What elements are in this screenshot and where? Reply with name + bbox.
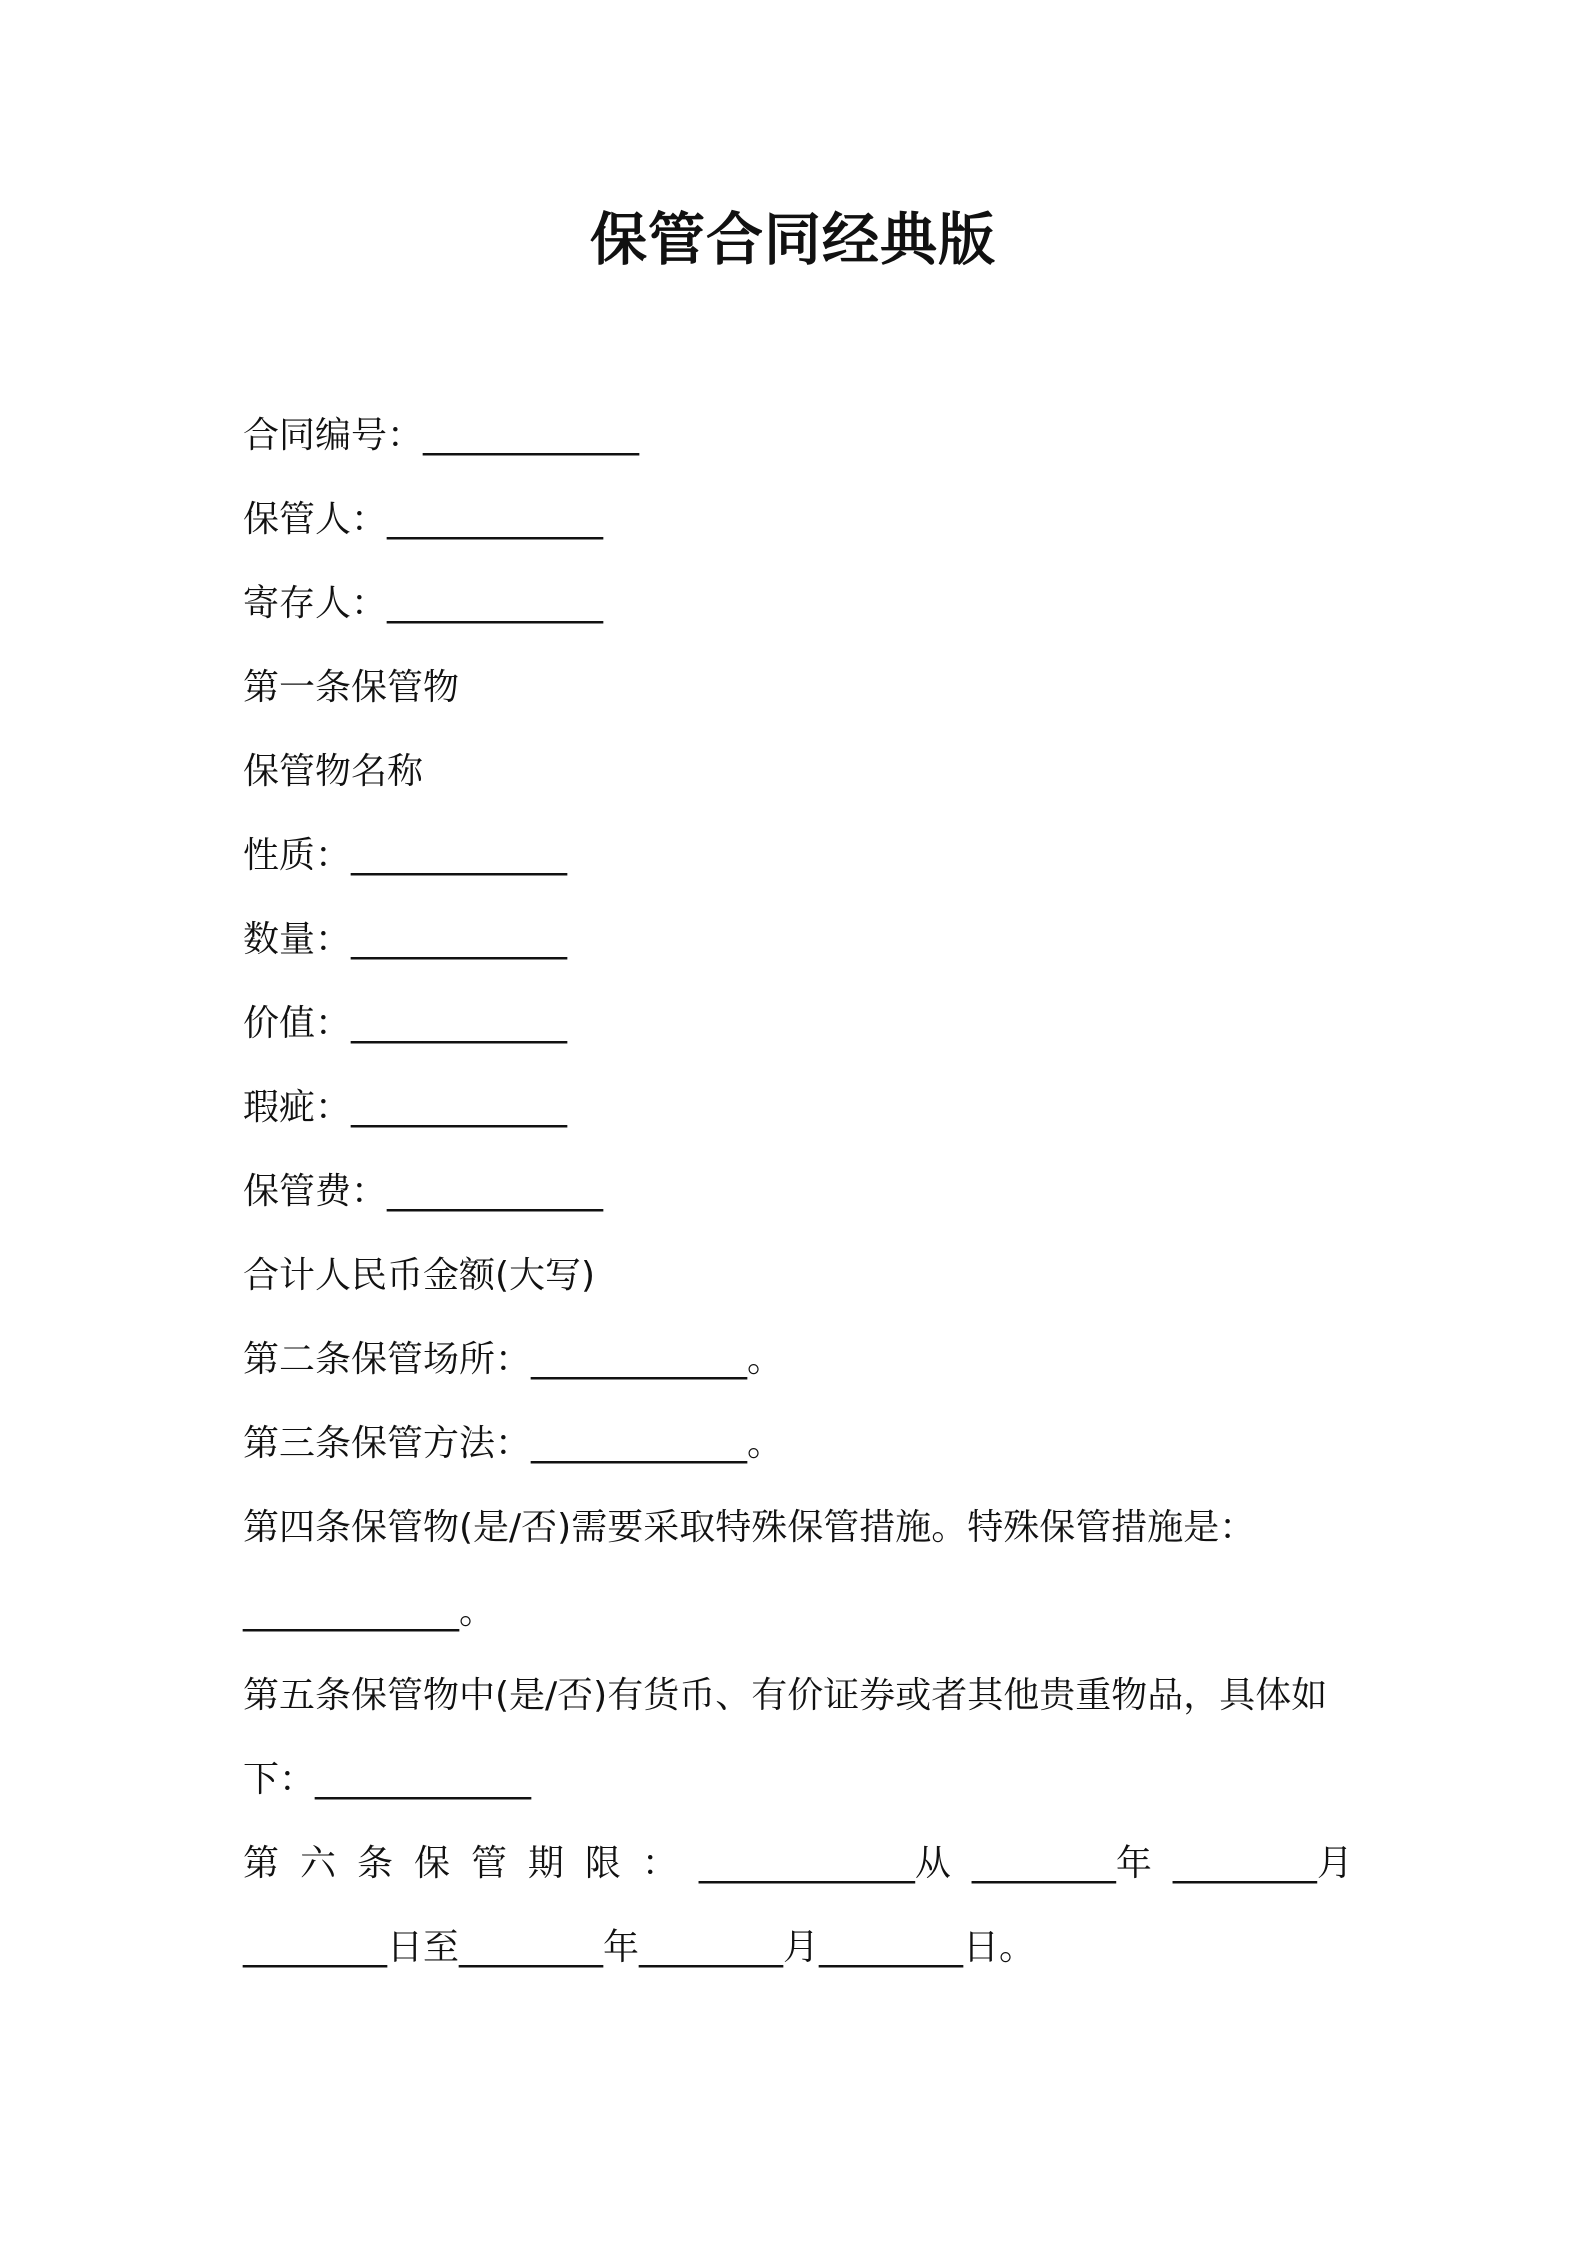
clause-6-part: 限 xyxy=(584,1843,621,1884)
clause-4-line: 第四条保管物(是/否)需要采取特殊保管措施。特殊保管措施是： xyxy=(243,1507,1256,1548)
nature-line: 性质：____________ xyxy=(243,835,568,876)
clause-3-line: 第三条保管方法：____________。 xyxy=(243,1423,784,1464)
clause-6-part: 条 xyxy=(356,1843,393,1884)
defect-line: 瑕疵：____________ xyxy=(243,1087,568,1128)
clause-6-part: ： xyxy=(641,1843,678,1884)
clause-6-part: 管 xyxy=(470,1843,507,1884)
clause-6-part: 期 xyxy=(527,1843,564,1884)
depositor-line: 寄存人：____________ xyxy=(243,583,604,624)
clause-6-part: ________年 xyxy=(971,1843,1152,1884)
document-title: 保管合同经典版 xyxy=(590,207,996,273)
total-amount-line: 合计人民币金额(大写) xyxy=(243,1255,596,1296)
clause-5-continuation: 下：____________ xyxy=(243,1759,532,1800)
clause-6-part: 保 xyxy=(413,1843,450,1884)
clause-6-part: 第 xyxy=(243,1843,280,1884)
item-name-line: 保管物名称 xyxy=(243,751,424,792)
clause-2-line: 第二条保管场所：____________。 xyxy=(243,1339,784,1380)
contract-number-line: 合同编号：____________ xyxy=(243,415,640,456)
storage-fee-line: 保管费：____________ xyxy=(243,1171,604,1212)
clause-1-heading: 第一条保管物 xyxy=(243,667,460,708)
clause-6-continuation: ________日至________年________月________日。 xyxy=(243,1927,1035,1968)
clause-6-part: ________月 xyxy=(1172,1843,1353,1884)
quantity-line: 数量：____________ xyxy=(243,919,568,960)
value-line: 价值：____________ xyxy=(243,1003,568,1044)
clause-6-line xyxy=(243,1836,1353,1892)
custodian-line: 保管人：____________ xyxy=(243,499,604,540)
clause-6-part: 六 xyxy=(299,1843,336,1884)
clause-5-line: 第五条保管物中(是/否)有货币、有价证券或者其他贵重物品，具体如 xyxy=(243,1675,1328,1716)
clause-6-part: ____________从 xyxy=(698,1843,951,1884)
clause-4-continuation: ____________。 xyxy=(243,1591,496,1632)
